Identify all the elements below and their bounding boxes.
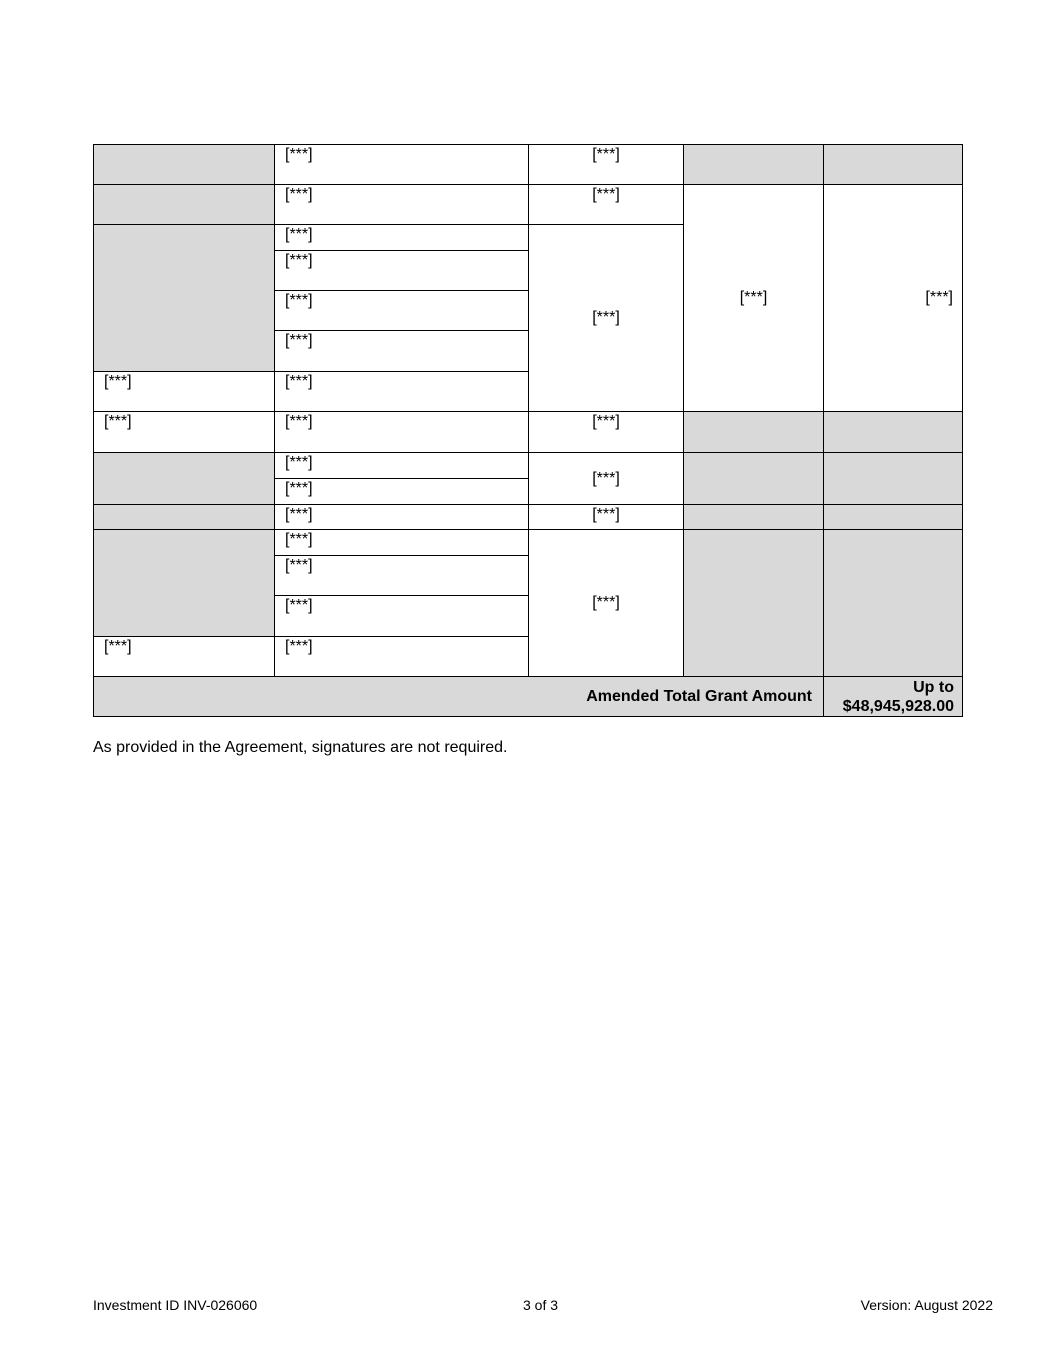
total-value-line1: Up to bbox=[913, 679, 954, 696]
table-cell bbox=[824, 412, 963, 453]
table-cell bbox=[94, 530, 275, 637]
table-cell: [***] bbox=[275, 530, 529, 556]
table-cell: [***] bbox=[275, 145, 529, 185]
table-cell bbox=[684, 505, 824, 530]
table-cell bbox=[684, 145, 824, 185]
signature-note: As provided in the Agreement, signatures are not required. bbox=[93, 739, 508, 756]
table-cell: [***] bbox=[94, 372, 275, 412]
table-cell: [***] bbox=[529, 225, 684, 412]
footer-investment-id: Investment ID INV-026060 bbox=[93, 1297, 258, 1313]
table-cell: [***] bbox=[529, 530, 684, 677]
table-cell bbox=[94, 453, 275, 505]
total-value-line2: $48,945,928.00 bbox=[842, 698, 954, 715]
table-cell: [***] bbox=[275, 453, 529, 479]
table-cell: [***] bbox=[529, 453, 684, 505]
table-cell bbox=[94, 145, 275, 185]
table-cell: [***] bbox=[529, 185, 684, 225]
table-cell bbox=[684, 530, 824, 677]
table-cell: [***] bbox=[529, 145, 684, 185]
table-cell: [***] bbox=[275, 251, 529, 291]
table-cell: [***] bbox=[275, 596, 529, 637]
table-cell: [***] bbox=[824, 185, 963, 412]
table-cell bbox=[94, 185, 275, 225]
table-cell: [***] bbox=[94, 637, 275, 677]
table-cell bbox=[94, 505, 275, 530]
table-cell: [***] bbox=[275, 291, 529, 331]
total-label: Amended Total Grant Amount bbox=[94, 677, 824, 717]
table-cell: [***] bbox=[529, 505, 684, 530]
table-cell: [***] bbox=[275, 331, 529, 372]
table-cell: [***] bbox=[529, 412, 684, 453]
table-cell bbox=[824, 453, 963, 505]
total-value bbox=[824, 677, 963, 717]
table-cell: [***] bbox=[275, 556, 529, 596]
footer-version: Version: August 2022 bbox=[860, 1297, 993, 1313]
table-cell: [***] bbox=[275, 637, 529, 677]
table-cell bbox=[684, 453, 824, 505]
footer-page-number: 3 of 3 bbox=[523, 1297, 559, 1313]
table-cell bbox=[824, 530, 963, 677]
table-cell: [***] bbox=[275, 412, 529, 453]
table-cell: [***] bbox=[275, 185, 529, 225]
table-cell: [***] bbox=[684, 185, 824, 412]
table-cell bbox=[684, 412, 824, 453]
table-cell bbox=[824, 145, 963, 185]
table-cell: [***] bbox=[275, 505, 529, 530]
table-cell: [***] bbox=[275, 372, 529, 412]
table-cell: [***] bbox=[275, 479, 529, 505]
table-cell bbox=[94, 225, 275, 372]
budget-table bbox=[93, 144, 963, 717]
table-cell: [***] bbox=[275, 225, 529, 251]
table-cell bbox=[824, 505, 963, 530]
table-cell: [***] bbox=[94, 412, 275, 453]
